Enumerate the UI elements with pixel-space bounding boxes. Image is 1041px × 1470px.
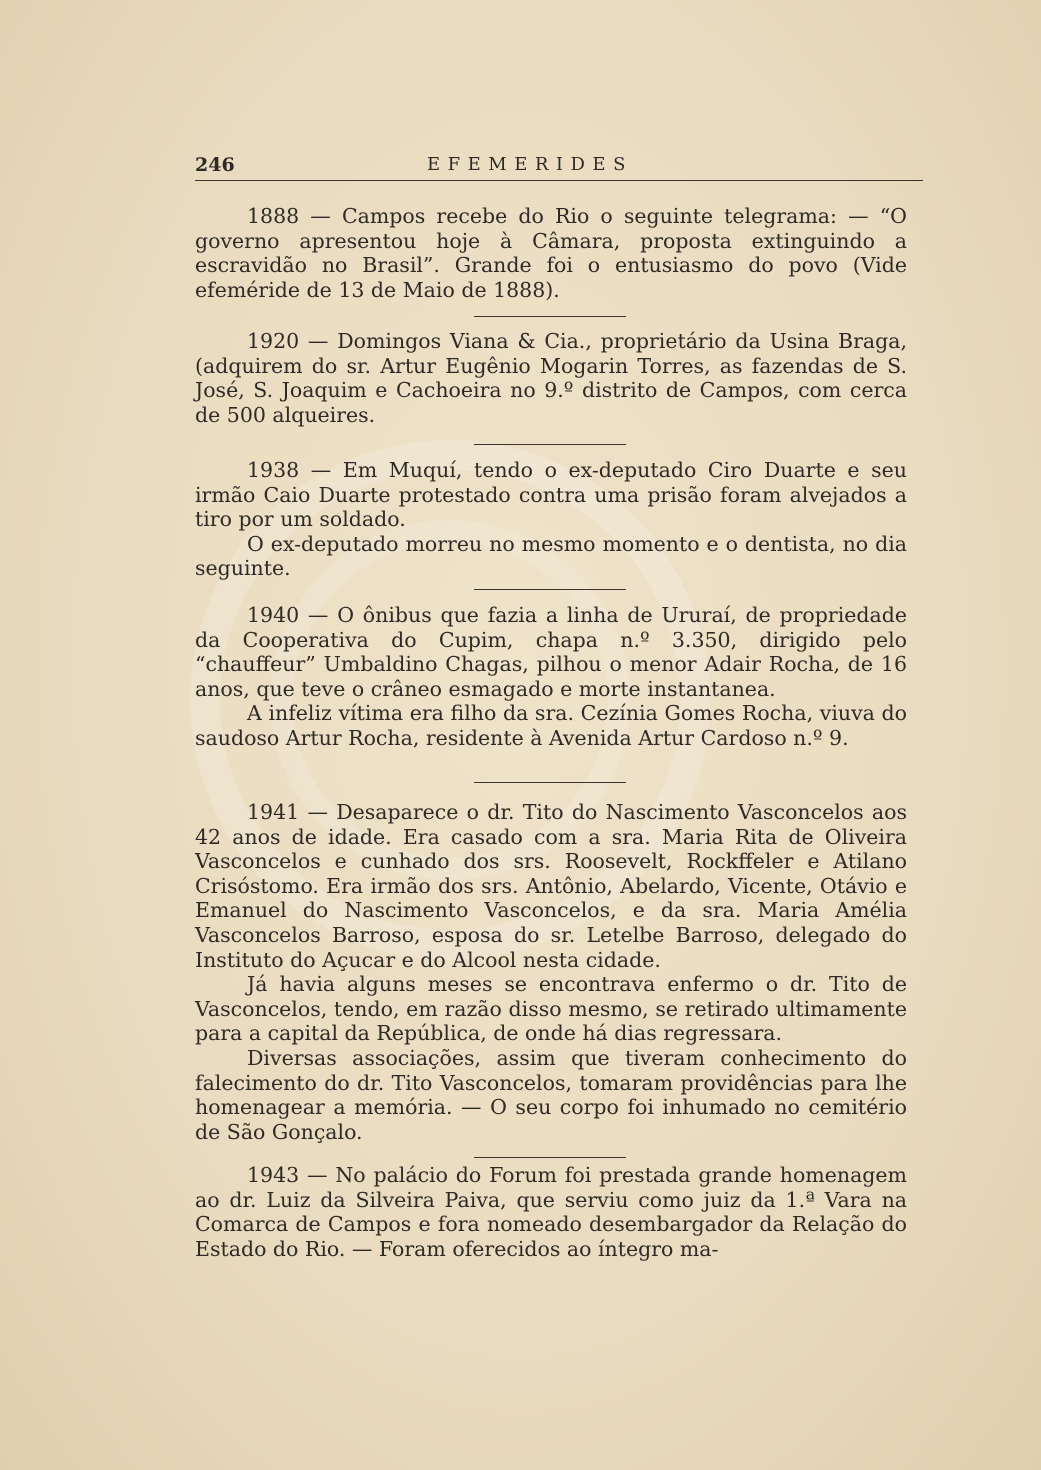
entry-1938 <box>195 458 907 581</box>
entry-paragraph: 1941 — Desaparece o dr. Tito do Nascimento Vasconcelos aos 42 anos de idade. Era casado com a sra. Maria Rita de Oliveira Vasconcelos e cunhado dos srs. Roosevelt, Rockffeler e Atilano Crisóstomo. Era irmão dos srs. Antônio, Abelardo, Vicente, Otávio e Emanuel do Nascimento Vasconcelos, e da sra. Maria Amélia Vasconcelos Barroso, esposa do sr. Letelbe Barroso, delegado do Instituto do Açucar e do Alcool nesta cidade. <box>195 800 907 972</box>
separator-rule <box>474 444 626 445</box>
entry-paragraph: A infeliz vítima era filho da sra. Cezínia Gomes Rocha, viuva do saudoso Artur Rocha, residente à Avenida Artur Cardoso n.º 9. <box>195 701 907 750</box>
entry-paragraph: Já havia alguns meses se encontrava enfermo o dr. Tito de Vasconcelos, tendo, em razão disso mesmo, se retirado ultimamente para a capital da República, de onde há dias regressara. <box>195 972 907 1046</box>
entry-1920 <box>195 329 907 427</box>
page-number: 246 <box>195 154 235 176</box>
separator-rule <box>474 589 626 590</box>
entry-1943 <box>195 1163 907 1261</box>
entry-paragraph: O ex-deputado morreu no mesmo momento e o dentista, no dia seguinte. <box>195 531 907 581</box>
entry-paragraph: 1920 — Domingos Viana & Cia., proprietário da Usina Braga, (adquirem do sr. Artur Eugênio Mogarin Torres, as fazendas de S. José, S. Joaquim e Cachoeira no 9.º distrito de Campos, com cerca de 500 alqueires. <box>195 329 907 427</box>
entry-1940 <box>195 603 907 751</box>
separator-rule <box>474 316 626 317</box>
running-title: EFEMERIDES <box>427 154 633 175</box>
entry-paragraph: 1943 — No palácio do Forum foi prestada grande homenagem ao dr. Luiz da Silveira Paiva, que serviu como juiz da 1.ª Vara na Comarca de Campos e fora nomeado desembargador da Relação do Estado do Rio. — Foram oferecidos ao íntegro ma- <box>195 1163 907 1261</box>
page-header <box>195 154 923 181</box>
entry-paragraph: 1940 — O ônibus que fazia a linha de Ururaí, de propriedade da Cooperativa do Cupim, chapa n.º 3.350, dirigido pelo “chauffeur” Umbaldino Chagas, pilhou o menor Adair Rocha, de 16 anos, que teve o crâneo esmagado e morte instantanea. <box>195 603 907 701</box>
entry-1941 <box>195 800 907 1144</box>
entry-paragraph: 1888 — Campos recebe do Rio o seguinte telegrama: — “O governo apresentou hoje à Câmara, proposta extinguindo a escravidão no Brasil”. Grande foi o entusiasmo do povo (Vide efeméride de 13 de Maio de 1888). <box>195 204 907 302</box>
separator-rule <box>474 1157 626 1158</box>
entry-1888 <box>195 204 907 302</box>
separator-rule <box>474 782 626 783</box>
entry-paragraph: Diversas associações, assim que tiveram conhecimento do falecimento do dr. Tito Vasconcelos, tomaram providências para lhe homenagear a memória. — O seu corpo foi inhumado no cemitério de São Gonçalo. <box>195 1045 907 1144</box>
entry-paragraph: 1938 — Em Muquí, tendo o ex-deputado Ciro Duarte e seu irmão Caio Duarte protestado contra uma prisão foram alvejados a tiro por um soldado. <box>195 458 907 532</box>
